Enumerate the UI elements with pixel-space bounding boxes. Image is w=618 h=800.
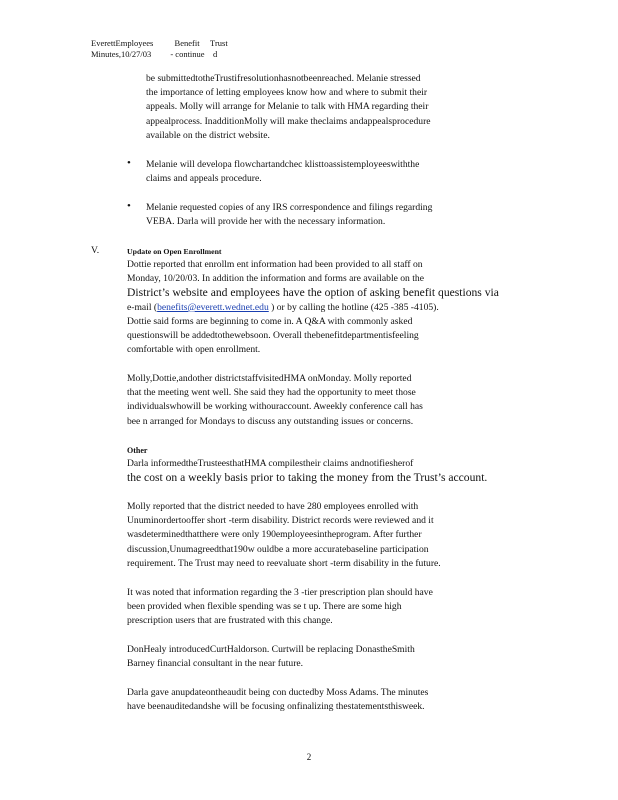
disability-paragraph bbox=[127, 500, 441, 571]
text-line: Molly,Dottie,andother districtstaffvisitedHMA onMonday. Molly reported bbox=[127, 373, 412, 384]
bullet-item-flowchart bbox=[146, 158, 419, 186]
section-title: Update on Open Enrollment bbox=[127, 247, 222, 256]
bullet-marker: • bbox=[127, 200, 131, 212]
text-line bbox=[127, 301, 499, 315]
continued-paragraph bbox=[146, 72, 431, 143]
text-line: claims and appeals procedure. bbox=[146, 173, 262, 185]
text-line: comfortable with open enrollment. bbox=[127, 344, 261, 356]
audit-paragraph bbox=[127, 686, 428, 714]
page-number: 2 bbox=[306, 752, 312, 762]
text-line: individualswhowill be working withouraccount. Aweekly conference call has bbox=[127, 401, 423, 413]
text-fragment: e-mail ( bbox=[127, 301, 158, 313]
text-line: Melanie requested copies of any IRS correspondence and filings regarding bbox=[146, 202, 433, 213]
text-line: VEBA. Darla will provide her with the necessary information. bbox=[146, 216, 386, 228]
text-line: wasdeterminedthatthere were only 190employeesintheprogram. After further bbox=[127, 529, 422, 541]
text-line: questionswill be addedtothewebsoon. Overall thebenefitdepartmentisfeeling bbox=[127, 330, 419, 342]
other-paragraph bbox=[127, 457, 487, 486]
text-line: Barney financial consultant in the near future. bbox=[127, 658, 304, 670]
text-line: It was noted that information regarding the 3 -tier prescription plan should have bbox=[127, 587, 433, 598]
page-header bbox=[91, 38, 228, 60]
text-line: Dottie said forms are beginning to come in. A Q&A with commonly asked bbox=[127, 316, 413, 328]
text-line: bee n arranged for Mondays to discuss any outstanding issues or concerns. bbox=[127, 415, 414, 427]
header-line-1: EverettEmployees Benefit Trust bbox=[91, 38, 228, 48]
text-line: Dottie reported that enrollm ent information had been provided to all staff on bbox=[127, 259, 423, 270]
other-heading: Other bbox=[127, 446, 148, 455]
text-line: Melanie will developa flowchartandchec klisttoassistemployeeswiththe bbox=[146, 159, 420, 170]
benefits-email-link[interactable]: benefits@everett.wednet.edu bbox=[157, 301, 269, 313]
text-line: appeals. Molly will arrange for Melanie to talk with HMA regarding their bbox=[146, 101, 429, 113]
text-line: Molly reported that the district needed to have 280 employees enrolled with bbox=[127, 501, 419, 512]
text-line: Darla gave anupdateontheaudit being con ductedby Moss Adams. The minutes bbox=[127, 687, 429, 698]
text-line: DonHealy introducedCurtHaldorson. Curtwill be replacing DonastheSmith bbox=[127, 644, 415, 655]
text-line: Monday, 10/20/03. In addition the information and forms are available on the bbox=[127, 273, 424, 285]
text-line: requirement. The Trust may need to reevaluate short -term disability in the future. bbox=[127, 557, 441, 569]
text-line: the cost on a weekly basis prior to taking the money from the Trust’s account. bbox=[127, 471, 488, 485]
section-number: V. bbox=[91, 245, 100, 256]
bullet-item-irs bbox=[146, 201, 432, 229]
text-line: discussion,Unumagreedthat190w ouldbe a more accuratebaseline participation bbox=[127, 543, 429, 555]
text-fragment: ) or by calling the hotline (425 -385 -4105). bbox=[268, 301, 439, 313]
text-line: that the meeting went well. She said they had the opportunity to meet those bbox=[127, 387, 416, 399]
text-line: have beenauditedandshe will be focusing onfinalizing thestatementsthisweek. bbox=[127, 701, 425, 713]
text-line: available on the district website. bbox=[146, 129, 270, 141]
text-line: be submittedtotheTrustifresolutionhasnotbeenreached. Melanie stressed bbox=[146, 73, 421, 84]
bullet-marker: • bbox=[127, 157, 131, 169]
text-line: Unuminordertooffer short -term disability. District records were reviewed and it bbox=[127, 515, 434, 527]
header-line-2: Minutes,10/27/03 - continue d bbox=[91, 49, 218, 59]
text-line: the importance of letting employees know how and where to submit their bbox=[146, 87, 428, 99]
text-line: District’s website and employees have the option of asking benefit questions via bbox=[127, 286, 499, 300]
consultant-paragraph bbox=[127, 643, 415, 671]
enrollment-paragraph bbox=[127, 258, 499, 358]
text-line: prescription users that are frustrated with this change. bbox=[127, 615, 333, 627]
text-line: appealprocess. InadditionMolly will make theclaims andappealsprocedure bbox=[146, 115, 431, 127]
hma-visit-paragraph bbox=[127, 372, 423, 429]
text-line: Darla informedtheTrusteesthatHMA compilestheir claims andnotifiesherof bbox=[127, 458, 414, 469]
prescription-paragraph bbox=[127, 586, 433, 629]
text-line: been provided when flexible spending was se t up. There are some high bbox=[127, 601, 402, 613]
